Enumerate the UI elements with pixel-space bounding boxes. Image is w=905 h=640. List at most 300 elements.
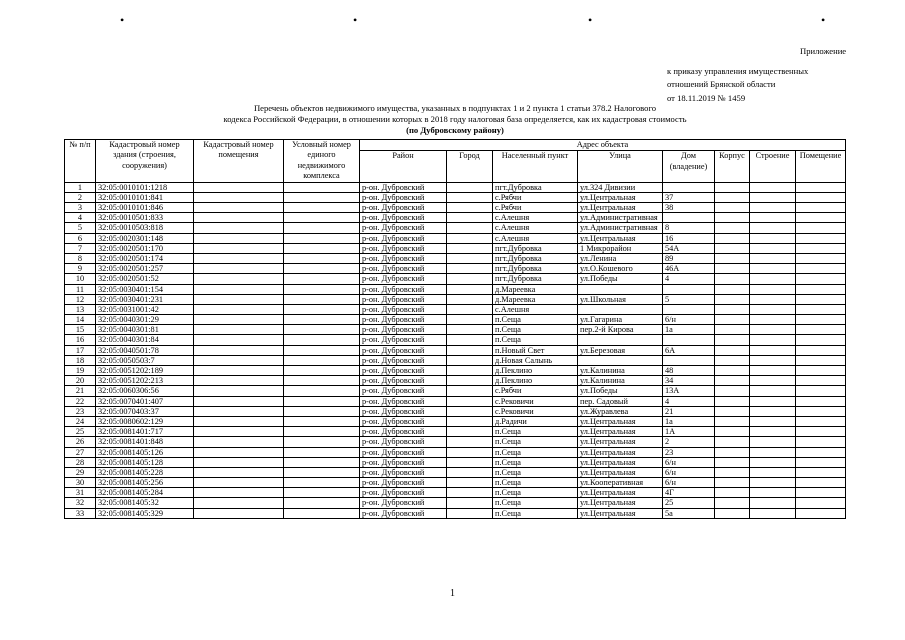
cell-street: ул.Центральная	[578, 233, 663, 243]
cell-building	[750, 243, 796, 253]
cell-city	[447, 508, 493, 518]
table-row	[65, 416, 846, 426]
cell-city	[447, 457, 493, 467]
cell-row-number: 2	[65, 192, 96, 202]
cell-row-number: 4	[65, 213, 96, 223]
cell-conditional-number	[284, 192, 360, 202]
scan-mark: •	[588, 13, 593, 27]
table-row	[65, 325, 846, 335]
cell-district: р-он. Дубровский	[360, 488, 447, 498]
cell-cadastral-room	[194, 366, 284, 376]
cell-district: р-он. Дубровский	[360, 182, 447, 192]
cell-korpus	[715, 203, 750, 213]
cell-house: 4	[663, 396, 715, 406]
header-district: Район	[360, 151, 447, 182]
cell-city	[447, 213, 493, 223]
cell-korpus	[715, 284, 750, 294]
cell-cadastral-number: 32:05:0040301:84	[96, 335, 194, 345]
cell-cadastral-number: 32:05:0020501:170	[96, 243, 194, 253]
cell-city	[447, 478, 493, 488]
cell-cadastral-room	[194, 457, 284, 467]
cell-district: р-он. Дубровский	[360, 478, 447, 488]
cell-cadastral-room	[194, 396, 284, 406]
cell-korpus	[715, 304, 750, 314]
cell-building	[750, 213, 796, 223]
cell-conditional-number	[284, 213, 360, 223]
cell-house: 8	[663, 223, 715, 233]
cell-building	[750, 376, 796, 386]
cell-cadastral-number: 32:05:0051202:213	[96, 376, 194, 386]
cell-building	[750, 264, 796, 274]
cell-house: 89	[663, 253, 715, 263]
cell-settlement: пгт.Дубровка	[493, 253, 578, 263]
cell-district: р-он. Дубровский	[360, 447, 447, 457]
cell-room	[796, 304, 846, 314]
cell-city	[447, 345, 493, 355]
cell-cadastral-room	[194, 335, 284, 345]
table-row	[65, 345, 846, 355]
cell-cadastral-room	[194, 294, 284, 304]
cell-conditional-number	[284, 203, 360, 213]
scan-mark: •	[821, 13, 826, 27]
table-row	[65, 447, 846, 457]
cell-cadastral-number: 32:05:0020501:257	[96, 264, 194, 274]
cell-conditional-number	[284, 467, 360, 477]
cell-room	[796, 345, 846, 355]
cell-row-number: 26	[65, 437, 96, 447]
cell-korpus	[715, 335, 750, 345]
cell-street: ул.Центральная	[578, 457, 663, 467]
cell-street: ул.Кооперативная	[578, 478, 663, 488]
header-city: Город	[447, 151, 493, 182]
cell-cadastral-number: 32:05:0030401:231	[96, 294, 194, 304]
cell-house: 6/н	[663, 478, 715, 488]
table-row	[65, 437, 846, 447]
cell-row-number: 17	[65, 345, 96, 355]
cell-room	[796, 376, 846, 386]
cell-street: ул.Центральная	[578, 427, 663, 437]
cell-district: р-он. Дубровский	[360, 427, 447, 437]
cell-house	[663, 182, 715, 192]
property-register-table	[64, 139, 846, 519]
header-address: Адрес объекта	[360, 140, 846, 151]
cell-house: 37	[663, 192, 715, 202]
cell-building	[750, 233, 796, 243]
cell-cadastral-number: 32:05:0010101:846	[96, 203, 194, 213]
cell-building	[750, 488, 796, 498]
cell-room	[796, 355, 846, 365]
header-street: Улица	[578, 151, 663, 182]
cell-building	[750, 253, 796, 263]
cell-cadastral-room	[194, 233, 284, 243]
cell-street: ул.Центральная	[578, 416, 663, 426]
cell-korpus	[715, 233, 750, 243]
cell-street: ул.Центральная	[578, 488, 663, 498]
cell-row-number: 8	[65, 253, 96, 263]
cell-building	[750, 508, 796, 518]
cell-street: ул.Центральная	[578, 467, 663, 477]
cell-street	[578, 335, 663, 345]
cell-district: р-он. Дубровский	[360, 376, 447, 386]
cell-settlement: д.Мареевка	[493, 284, 578, 294]
cell-district: р-он. Дубровский	[360, 335, 447, 345]
cell-district: р-он. Дубровский	[360, 253, 447, 263]
cell-row-number: 14	[65, 315, 96, 325]
header-conditional-number: Условный номер единого недвижимого комплекса	[284, 140, 360, 183]
cell-building	[750, 366, 796, 376]
cell-settlement: п.Сеща	[493, 447, 578, 457]
cell-cadastral-room	[194, 304, 284, 314]
table-row	[65, 264, 846, 274]
header-building: Строение	[750, 151, 796, 182]
cell-conditional-number	[284, 457, 360, 467]
cell-room	[796, 182, 846, 192]
cell-street: ул.324 Дивизии	[578, 182, 663, 192]
cell-settlement: п.Сеща	[493, 335, 578, 345]
cell-conditional-number	[284, 264, 360, 274]
cell-korpus	[715, 192, 750, 202]
cell-city	[447, 192, 493, 202]
cell-conditional-number	[284, 325, 360, 335]
header-num: № п/п	[65, 140, 96, 183]
cell-house	[663, 304, 715, 314]
cell-house: 34	[663, 376, 715, 386]
cell-conditional-number	[284, 304, 360, 314]
cell-city	[447, 304, 493, 314]
cell-cadastral-number: 32:05:0081405:126	[96, 447, 194, 457]
page-number: 1	[450, 588, 455, 599]
cell-korpus	[715, 264, 750, 274]
document-title-line1: Перечень объектов недвижимого имущества, указанных в подпунктах 1 и 2 пункта 1 статьи 378.2 Налогового	[253, 103, 657, 113]
cell-settlement: п.Сеща	[493, 325, 578, 335]
cell-cadastral-room	[194, 427, 284, 437]
cell-city	[447, 467, 493, 477]
cell-room	[796, 437, 846, 447]
cell-settlement: с.Рековичи	[493, 396, 578, 406]
cell-city	[447, 182, 493, 192]
cell-house: 4Г	[663, 488, 715, 498]
cell-row-number: 23	[65, 406, 96, 416]
cell-room	[796, 396, 846, 406]
cell-korpus	[715, 437, 750, 447]
cell-cadastral-number: 32:05:0010101:841	[96, 192, 194, 202]
cell-korpus	[715, 416, 750, 426]
cell-settlement: пгт.Дубровка	[493, 274, 578, 284]
cell-settlement: п.Сеща	[493, 467, 578, 477]
cell-street: ул.Калинина	[578, 376, 663, 386]
table-row	[65, 478, 846, 488]
cell-cadastral-room	[194, 386, 284, 396]
cell-row-number: 29	[65, 467, 96, 477]
table-row	[65, 294, 846, 304]
cell-cadastral-room	[194, 437, 284, 447]
cell-row-number: 25	[65, 427, 96, 437]
cell-district: р-он. Дубровский	[360, 386, 447, 396]
cell-city	[447, 274, 493, 284]
cell-conditional-number	[284, 386, 360, 396]
cell-settlement: п.Сеща	[493, 498, 578, 508]
cell-district: р-он. Дубровский	[360, 223, 447, 233]
cell-cadastral-number: 32:05:0010501:833	[96, 213, 194, 223]
cell-building	[750, 478, 796, 488]
cell-building	[750, 335, 796, 345]
appendix-order-line: к приказу управления имущественных	[667, 66, 809, 76]
cell-conditional-number	[284, 294, 360, 304]
cell-settlement: пгт.Дубровка	[493, 182, 578, 192]
cell-cadastral-number: 32:05:0031001:42	[96, 304, 194, 314]
cell-street: ул.Березовая	[578, 345, 663, 355]
cell-street: ул.Центральная	[578, 447, 663, 457]
cell-cadastral-number: 32:05:0081405:284	[96, 488, 194, 498]
cell-district: р-он. Дубровский	[360, 355, 447, 365]
cell-cadastral-number: 32:05:0040301:81	[96, 325, 194, 335]
cell-cadastral-number: 32:05:0081401:717	[96, 427, 194, 437]
table-row	[65, 315, 846, 325]
cell-settlement: с.Алешня	[493, 233, 578, 243]
cell-building	[750, 406, 796, 416]
cell-district: р-он. Дубровский	[360, 416, 447, 426]
cell-conditional-number	[284, 223, 360, 233]
cell-room	[796, 467, 846, 477]
cell-city	[447, 498, 493, 508]
cell-korpus	[715, 508, 750, 518]
cell-row-number: 6	[65, 233, 96, 243]
cell-building	[750, 304, 796, 314]
cell-cadastral-number: 32:05:0030401:154	[96, 284, 194, 294]
table-row	[65, 396, 846, 406]
table-row	[65, 498, 846, 508]
cell-city	[447, 294, 493, 304]
cell-korpus	[715, 498, 750, 508]
cell-house: 38	[663, 203, 715, 213]
cell-cadastral-room	[194, 213, 284, 223]
cell-cadastral-number: 32:05:0050503:7	[96, 355, 194, 365]
cell-house: 6А	[663, 345, 715, 355]
cell-street: ул.Центральная	[578, 508, 663, 518]
cell-row-number: 10	[65, 274, 96, 284]
cell-room	[796, 243, 846, 253]
cell-cadastral-room	[194, 498, 284, 508]
cell-building	[750, 355, 796, 365]
cell-settlement: п.Сеща	[493, 488, 578, 498]
table-row	[65, 366, 846, 376]
cell-conditional-number	[284, 447, 360, 457]
cell-conditional-number	[284, 182, 360, 192]
cell-cadastral-room	[194, 416, 284, 426]
cell-district: р-он. Дубровский	[360, 315, 447, 325]
cell-korpus	[715, 345, 750, 355]
cell-conditional-number	[284, 376, 360, 386]
cell-cadastral-room	[194, 264, 284, 274]
cell-cadastral-number: 32:05:0010101:1218	[96, 182, 194, 192]
cell-korpus	[715, 406, 750, 416]
cell-building	[750, 325, 796, 335]
cell-korpus	[715, 467, 750, 477]
table-row	[65, 508, 846, 518]
cell-row-number: 22	[65, 396, 96, 406]
cell-conditional-number	[284, 243, 360, 253]
cell-settlement: с.Алешня	[493, 213, 578, 223]
cell-city	[447, 366, 493, 376]
scan-mark: •	[120, 13, 125, 27]
cell-korpus	[715, 294, 750, 304]
cell-settlement: п.Сеща	[493, 508, 578, 518]
cell-street: ул.Гагарина	[578, 315, 663, 325]
cell-district: р-он. Дубровский	[360, 284, 447, 294]
cell-korpus	[715, 457, 750, 467]
cell-conditional-number	[284, 284, 360, 294]
cell-city	[447, 233, 493, 243]
cell-city	[447, 437, 493, 447]
cell-row-number: 32	[65, 498, 96, 508]
cell-building	[750, 467, 796, 477]
cell-street: ул.Школьная	[578, 294, 663, 304]
cell-room	[796, 508, 846, 518]
cell-cadastral-number: 32:05:0010503:818	[96, 223, 194, 233]
cell-conditional-number	[284, 416, 360, 426]
cell-district: р-он. Дубровский	[360, 498, 447, 508]
cell-cadastral-room	[194, 182, 284, 192]
cell-city	[447, 396, 493, 406]
cell-settlement: п.Новый Свет	[493, 345, 578, 355]
cell-conditional-number	[284, 427, 360, 437]
cell-house	[663, 335, 715, 345]
cell-room	[796, 253, 846, 263]
cell-settlement: д.Пеклино	[493, 376, 578, 386]
cell-district: р-он. Дубровский	[360, 366, 447, 376]
table-row	[65, 386, 846, 396]
cell-conditional-number	[284, 335, 360, 345]
cell-conditional-number	[284, 366, 360, 376]
cell-street: ул.Административная	[578, 213, 663, 223]
scan-mark: •	[353, 13, 358, 27]
cell-street: ул.Центральная	[578, 498, 663, 508]
table-row	[65, 253, 846, 263]
cell-room	[796, 192, 846, 202]
cell-korpus	[715, 315, 750, 325]
cell-house: 21	[663, 406, 715, 416]
cell-cadastral-room	[194, 325, 284, 335]
cell-city	[447, 386, 493, 396]
cell-street: пер. Садовый	[578, 396, 663, 406]
cell-cadastral-room	[194, 223, 284, 233]
cell-cadastral-number: 32:05:0081405:128	[96, 457, 194, 467]
cell-street: ул.Победы	[578, 386, 663, 396]
cell-street: ул.Победы	[578, 274, 663, 284]
cell-street: ул.Калинина	[578, 366, 663, 376]
cell-city	[447, 406, 493, 416]
cell-street: ул.Ленина	[578, 253, 663, 263]
cell-building	[750, 274, 796, 284]
cell-settlement: п.Сеща	[493, 478, 578, 488]
cell-cadastral-room	[194, 203, 284, 213]
cell-district: р-он. Дубровский	[360, 457, 447, 467]
cell-city	[447, 488, 493, 498]
cell-cadastral-number: 32:05:0081405:329	[96, 508, 194, 518]
table-row	[65, 243, 846, 253]
cell-room	[796, 264, 846, 274]
cell-district: р-он. Дубровский	[360, 203, 447, 213]
cell-room	[796, 457, 846, 467]
cell-conditional-number	[284, 315, 360, 325]
cell-city	[447, 243, 493, 253]
cell-row-number: 16	[65, 335, 96, 345]
cell-room	[796, 427, 846, 437]
cell-row-number: 27	[65, 447, 96, 457]
cell-cadastral-number: 32:05:0070403:37	[96, 406, 194, 416]
cell-house: 2	[663, 437, 715, 447]
cell-row-number: 7	[65, 243, 96, 253]
cell-conditional-number	[284, 396, 360, 406]
header-cadastral-room: Кадастровый номер помещения	[194, 140, 284, 183]
cell-room	[796, 274, 846, 284]
cell-building	[750, 457, 796, 467]
cell-district: р-он. Дубровский	[360, 396, 447, 406]
cell-conditional-number	[284, 437, 360, 447]
table-row	[65, 182, 846, 192]
cell-room	[796, 284, 846, 294]
cell-conditional-number	[284, 406, 360, 416]
cell-row-number: 18	[65, 355, 96, 365]
cell-cadastral-room	[194, 274, 284, 284]
cell-settlement: с.Рябчи	[493, 192, 578, 202]
cell-settlement: п.Сеща	[493, 457, 578, 467]
cell-room	[796, 416, 846, 426]
cell-settlement: д.Радичи	[493, 416, 578, 426]
cell-row-number: 1	[65, 182, 96, 192]
cell-settlement: с.Алешня	[493, 304, 578, 314]
cell-row-number: 31	[65, 488, 96, 498]
cell-city	[447, 253, 493, 263]
cell-cadastral-room	[194, 447, 284, 457]
cell-street: пер.2-й Кирова	[578, 325, 663, 335]
cell-building	[750, 447, 796, 457]
cell-settlement: д.Новая Салынь	[493, 355, 578, 365]
document-title-line2: кодекса Российской Федерации, в отношении которых в 2018 году налоговая база определяется, как их кадастровая стоимость	[223, 114, 687, 124]
cell-cadastral-room	[194, 243, 284, 253]
cell-street: ул.Журавлева	[578, 406, 663, 416]
cell-cadastral-number: 32:05:0020301:148	[96, 233, 194, 243]
cell-row-number: 5	[65, 223, 96, 233]
cell-street	[578, 284, 663, 294]
cell-cadastral-number: 32:05:0060306:56	[96, 386, 194, 396]
table-row	[65, 213, 846, 223]
cell-room	[796, 294, 846, 304]
cell-room	[796, 488, 846, 498]
cell-settlement: с.Рековичи	[493, 406, 578, 416]
cell-house: 6/н	[663, 467, 715, 477]
cell-city	[447, 284, 493, 294]
cell-row-number: 33	[65, 508, 96, 518]
cell-house: 1А	[663, 427, 715, 437]
cell-settlement: п.Сеща	[493, 437, 578, 447]
appendix-date-line: от 18.11.2019 № 1459	[667, 93, 746, 103]
cell-row-number: 24	[65, 416, 96, 426]
cell-cadastral-number: 32:05:0081405:32	[96, 498, 194, 508]
cell-building	[750, 386, 796, 396]
table-row	[65, 467, 846, 477]
cell-cadastral-number: 32:05:0051202:189	[96, 366, 194, 376]
cell-building	[750, 427, 796, 437]
cell-building	[750, 396, 796, 406]
cell-building	[750, 284, 796, 294]
cell-room	[796, 223, 846, 233]
cell-city	[447, 325, 493, 335]
cell-cadastral-room	[194, 406, 284, 416]
cell-room	[796, 386, 846, 396]
cell-cadastral-room	[194, 376, 284, 386]
cell-conditional-number	[284, 253, 360, 263]
